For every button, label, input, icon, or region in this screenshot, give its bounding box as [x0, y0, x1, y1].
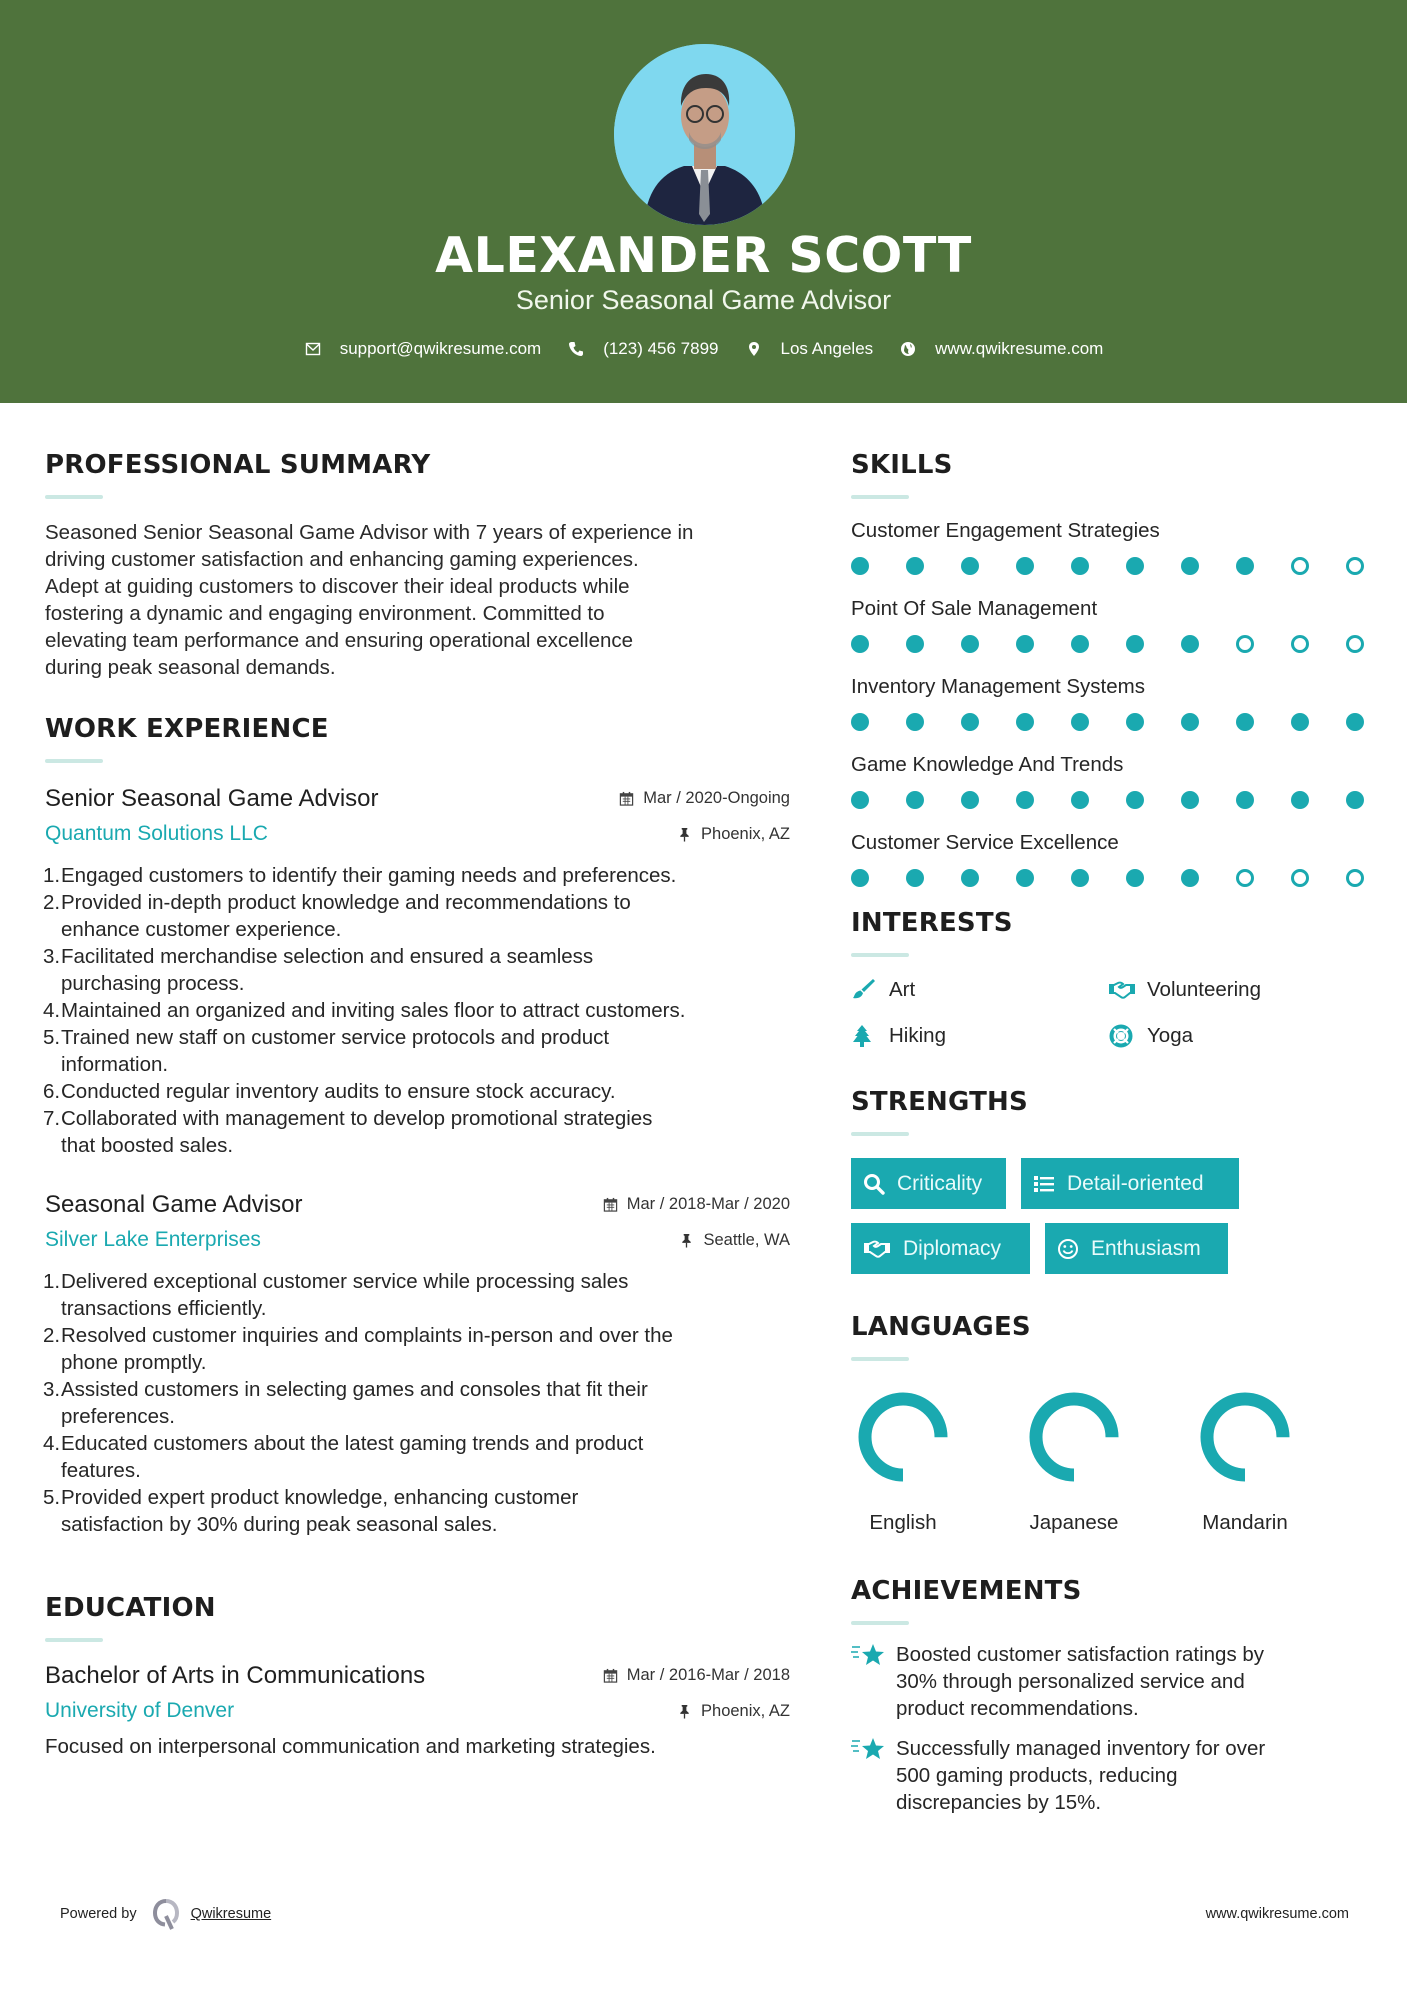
strength-badge: Detail-oriented — [1021, 1158, 1239, 1209]
list-item: 4. Maintained an organized and inviting sales floor to attract customers. — [43, 999, 686, 1022]
rating-dot-filled — [1071, 869, 1089, 887]
skill-item — [851, 673, 1371, 732]
job-entry — [45, 784, 790, 1159]
strength-badge: Enthusiasm — [1045, 1223, 1228, 1274]
job-dates: Mar / 2020-Ongoing — [619, 789, 790, 808]
list-item: 3. Facilitated merchandise selection and ensured a seamless purchasing process. — [43, 945, 594, 995]
interest-item: Art — [851, 975, 1109, 1005]
rating-dot-filled — [1126, 791, 1144, 809]
rating-dot-filled — [961, 557, 979, 575]
list-icon — [1033, 1173, 1055, 1195]
rating-dot-empty — [1346, 557, 1364, 575]
list-item: 7. Collaborated with management to develop promotional strategies that boosted sales. — [43, 1107, 653, 1157]
skills-list — [851, 517, 1371, 888]
language-item — [1022, 1387, 1193, 1535]
title-underline — [45, 1638, 103, 1642]
rating-dot-filled — [1126, 713, 1144, 731]
candidate-name: ALEXANDER SCOTT — [435, 227, 972, 284]
rating-dot-filled — [1291, 713, 1309, 731]
skill-item — [851, 517, 1371, 576]
language-name: Mandarin — [1202, 1511, 1288, 1534]
contact-phone[interactable] — [567, 339, 718, 359]
summary-line: elevating team performance and ensuring operational excellence — [45, 629, 634, 652]
school-name: University of Denver — [45, 1699, 235, 1722]
envelope-icon — [304, 340, 322, 358]
rating-dot-empty — [1291, 635, 1309, 653]
skill-name: Customer Service Excellence — [851, 831, 1119, 854]
candidate-title: Senior Seasonal Game Advisor — [515, 285, 892, 315]
list-item: 4. Educated customers about the latest gaming trends and product features. — [43, 1432, 644, 1482]
list-item: 5. Provided expert product knowledge, enhancing customer satisfaction by 30% during peak seasonal sales. — [43, 1486, 579, 1536]
pushpin-icon — [677, 827, 692, 842]
job-bullets — [45, 862, 790, 1159]
strength-badge: Criticality — [851, 1158, 1006, 1209]
interest-item: Yoga — [1109, 1021, 1367, 1051]
rating-dot-filled — [1181, 791, 1199, 809]
rating-dot-filled — [906, 791, 924, 809]
handshake-icon — [1109, 978, 1135, 1002]
rating-dot-filled — [961, 713, 979, 731]
skill-item — [851, 595, 1371, 654]
rating-dot-filled — [1071, 791, 1089, 809]
achievements-list — [851, 1641, 1371, 1816]
rating-dot-empty — [1346, 869, 1364, 887]
tree-icon — [851, 1024, 877, 1048]
smile-icon — [1057, 1238, 1079, 1260]
strengths-section — [851, 1086, 1371, 1288]
rating-dot-filled — [1126, 869, 1144, 887]
language-progress-ring — [853, 1387, 953, 1487]
powered-by: Powered by Qwikresume — [60, 1898, 271, 1930]
list-item: 1. Delivered exceptional customer service while processing sales transactions efficiently. — [43, 1270, 629, 1320]
rating-dot-filled — [1126, 635, 1144, 653]
qwikresume-logo-icon — [151, 1898, 181, 1930]
rating-dot-filled — [1016, 557, 1034, 575]
education-entry — [45, 1661, 790, 1760]
paintbrush-icon — [851, 978, 877, 1002]
education-location: Phoenix, AZ — [677, 1702, 790, 1721]
title-underline — [851, 1132, 909, 1136]
skill-rating — [851, 790, 1371, 810]
map-pin-icon — [745, 340, 763, 358]
rating-dot-empty — [1291, 869, 1309, 887]
job-title: Seasonal Game Advisor — [45, 1191, 303, 1218]
title-underline — [45, 495, 103, 499]
rating-dot-filled — [851, 791, 869, 809]
contact-bar — [0, 336, 1407, 362]
section-title: SKILLS — [851, 450, 953, 480]
rating-dot-filled — [1236, 557, 1254, 575]
website-text[interactable]: www.qwikresume.com — [935, 339, 1104, 358]
experience-section — [45, 713, 790, 1538]
rating-dot-filled — [1236, 791, 1254, 809]
strengths-list — [851, 1158, 1371, 1288]
achievement-item: Successfully managed inventory for over 500 gaming products, reducing discrepancies by 15%. — [851, 1735, 1371, 1816]
section-title: INTERESTS — [851, 908, 1013, 938]
phone-text[interactable]: (123) 456 7899 — [603, 339, 719, 358]
list-item: 2. Provided in-depth product knowledge and recommendations to enhance customer experience. — [43, 891, 631, 941]
degree-title: Bachelor of Arts in Communications — [45, 1662, 426, 1689]
section-title: EDUCATION — [45, 1593, 216, 1623]
skill-name: Game Knowledge And Trends — [851, 753, 1124, 776]
email-text[interactable]: support@qwikresume.com — [339, 339, 542, 358]
qwikresume-link[interactable]: Qwikresume — [190, 1906, 272, 1922]
rating-dot-filled — [1181, 869, 1199, 887]
rating-dot-filled — [906, 869, 924, 887]
language-progress-ring — [1024, 1387, 1124, 1487]
languages-list — [851, 1387, 1371, 1535]
contact-website[interactable] — [899, 339, 1103, 359]
skill-item — [851, 829, 1371, 888]
skill-name: Customer Engagement Strategies — [851, 519, 1160, 542]
summary-line: during peak seasonal demands. — [45, 656, 336, 679]
rating-dot-filled — [1236, 713, 1254, 731]
section-title: ACHIEVEMENTS — [851, 1576, 1082, 1606]
title-underline — [851, 1357, 909, 1361]
rating-dot-empty — [1236, 635, 1254, 653]
language-name: Japanese — [1029, 1511, 1119, 1534]
list-item: 5. Trained new staff on customer service protocols and product information. — [43, 1026, 610, 1076]
list-item: 6. Conducted regular inventory audits to ensure stock accuracy. — [43, 1080, 616, 1103]
section-title: WORK EXPERIENCE — [45, 714, 329, 744]
profile-photo — [614, 44, 795, 225]
list-item: 3. Assisted customers in selecting games and consoles that fit their preferences. — [43, 1378, 648, 1428]
skills-section — [851, 449, 1371, 888]
education-description: Focused on interpersonal communication and marketing strategies. — [45, 1735, 656, 1758]
education-section — [45, 1592, 790, 1760]
rating-dot-filled — [1016, 635, 1034, 653]
rating-dot-filled — [1346, 713, 1364, 731]
title-underline — [851, 953, 909, 957]
rating-dot-filled — [1181, 713, 1199, 731]
job-location: Phoenix, AZ — [677, 825, 790, 844]
language-item — [1193, 1387, 1364, 1535]
rating-dot-filled — [906, 557, 924, 575]
rating-dot-filled — [906, 713, 924, 731]
calendar-icon — [603, 1197, 618, 1212]
left-column — [45, 403, 790, 1760]
avatar — [614, 44, 795, 225]
job-title: Senior Seasonal Game Advisor — [45, 785, 379, 812]
summary-line: fostering a dynamic and engaging environment. Committed to — [45, 602, 605, 625]
life-ring-icon — [1109, 1024, 1135, 1048]
skill-item — [851, 751, 1371, 810]
rating-dot-filled — [851, 557, 869, 575]
right-column — [851, 403, 1371, 1816]
languages-section — [851, 1311, 1371, 1535]
achievements-section — [851, 1575, 1371, 1816]
rating-dot-filled — [851, 635, 869, 653]
rating-dot-filled — [851, 869, 869, 887]
rating-dot-filled — [961, 869, 979, 887]
rating-dot-filled — [1071, 557, 1089, 575]
skill-name: Point Of Sale Management — [851, 597, 1098, 620]
rating-dot-filled — [961, 635, 979, 653]
language-item — [851, 1387, 1022, 1535]
summary-section — [45, 449, 790, 681]
rating-dot-filled — [1016, 713, 1034, 731]
rating-dot-filled — [906, 635, 924, 653]
interest-item: Volunteering — [1109, 975, 1367, 1005]
location-text: Los Angeles — [780, 339, 874, 358]
achievement-item: Boosted customer satisfaction ratings by 30% through personalized service and product recommendations. — [851, 1641, 1371, 1722]
language-progress-ring — [1195, 1387, 1295, 1487]
section-title: LANGUAGES — [851, 1312, 1031, 1342]
contact-location — [745, 339, 874, 359]
shooting-star-icon — [851, 1735, 885, 1763]
pushpin-icon — [679, 1233, 694, 1248]
phone-icon — [567, 340, 585, 358]
handshake-icon — [863, 1238, 891, 1260]
skill-rating — [851, 556, 1371, 576]
job-dates: Mar / 2018-Mar / 2020 — [603, 1195, 790, 1214]
title-underline — [851, 495, 909, 499]
rating-dot-filled — [1181, 635, 1199, 653]
skill-rating — [851, 868, 1371, 888]
job-bullets — [45, 1268, 790, 1538]
interests-section — [851, 907, 1371, 1051]
shooting-star-icon — [851, 1641, 885, 1669]
calendar-icon — [619, 791, 634, 806]
strength-badge: Diplomacy — [851, 1223, 1030, 1274]
rating-dot-filled — [1016, 869, 1034, 887]
education-dates: Mar / 2016-Mar / 2018 — [603, 1666, 790, 1685]
rating-dot-filled — [1016, 791, 1034, 809]
contact-email[interactable] — [304, 339, 542, 359]
summary-text — [45, 519, 790, 681]
summary-line: driving customer satisfaction and enhancing gaming experiences. — [45, 548, 639, 571]
interests-list — [851, 975, 1371, 1051]
company-name: Silver Lake Enterprises — [45, 1228, 261, 1251]
language-name: English — [869, 1511, 937, 1534]
calendar-icon — [603, 1668, 618, 1683]
list-item: 1. Engaged customers to identify their gaming needs and preferences. — [43, 864, 677, 887]
section-title: PROFESSIONAL SUMMARY — [45, 450, 431, 480]
rating-dot-empty — [1236, 869, 1254, 887]
rating-dot-filled — [1126, 557, 1144, 575]
globe-icon — [899, 340, 917, 358]
summary-line: Seasoned Senior Seasonal Game Advisor with 7 years of experience in — [45, 521, 694, 544]
skill-rating — [851, 712, 1371, 732]
job-entry — [45, 1190, 790, 1538]
interest-item: Hiking — [851, 1021, 1109, 1051]
rating-dot-filled — [1291, 791, 1309, 809]
rating-dot-filled — [1181, 557, 1199, 575]
rating-dot-filled — [1071, 635, 1089, 653]
rating-dot-filled — [961, 791, 979, 809]
title-underline — [45, 759, 103, 763]
skill-rating — [851, 634, 1371, 654]
job-location: Seattle, WA — [679, 1231, 790, 1250]
rating-dot-filled — [851, 713, 869, 731]
search-icon — [863, 1173, 885, 1195]
section-title: STRENGTHS — [851, 1087, 1028, 1117]
rating-dot-filled — [1071, 713, 1089, 731]
rating-dot-empty — [1346, 635, 1364, 653]
resume-header — [0, 0, 1407, 403]
rating-dot-filled — [1346, 791, 1364, 809]
skill-name: Inventory Management Systems — [851, 675, 1145, 698]
company-name: Quantum Solutions LLC — [45, 822, 268, 845]
summary-line: Adept at guiding customers to discover their ideal products while — [45, 575, 630, 598]
list-item: 2. Resolved customer inquiries and complaints in-person and over the phone promptly. — [43, 1324, 673, 1374]
pushpin-icon — [677, 1704, 692, 1719]
rating-dot-empty — [1291, 557, 1309, 575]
footer-website-link[interactable]: www.qwikresume.com — [1205, 1906, 1349, 1922]
title-underline — [851, 1621, 909, 1625]
